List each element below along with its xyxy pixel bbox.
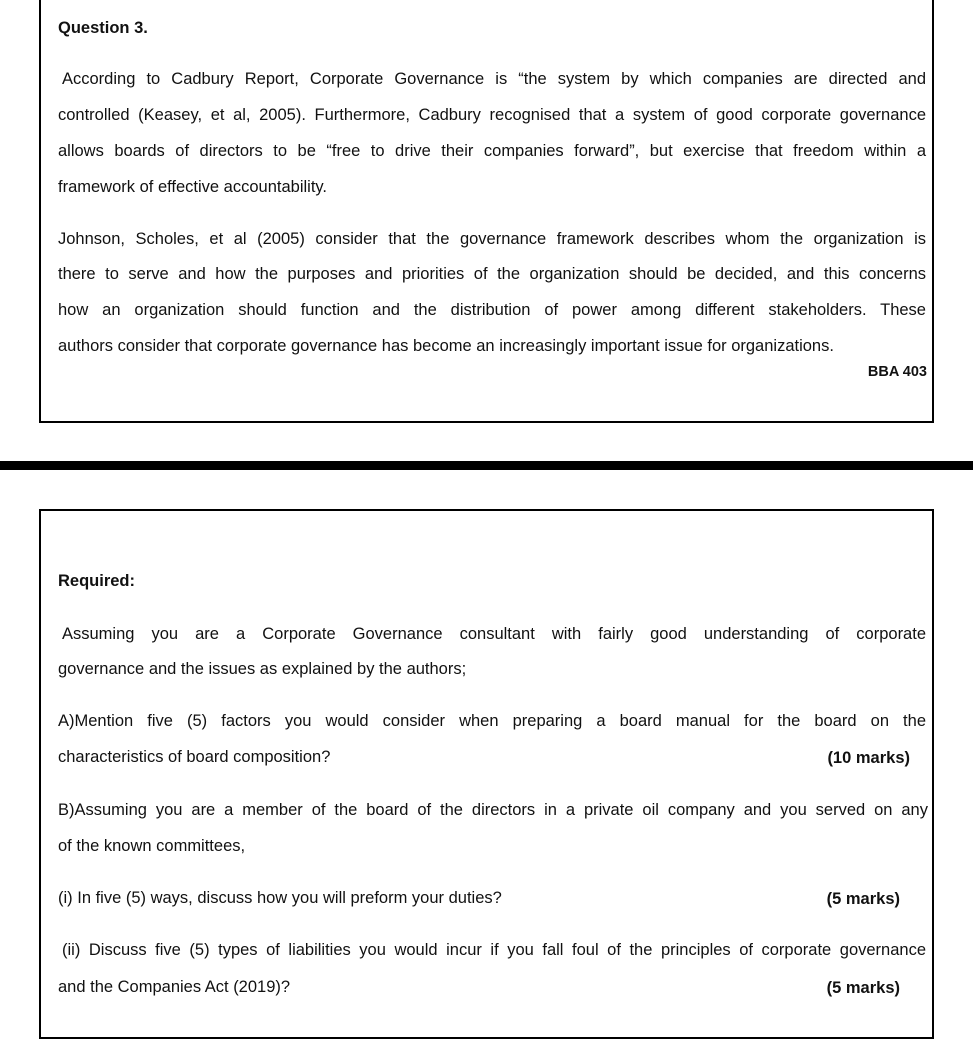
para2-line-3: how an organization should function and the distribution of power among different stakeholders. These	[58, 301, 926, 319]
para1-line-4: framework of effective accountability.	[58, 178, 328, 196]
part-b-line-1: B)Assuming you are a member of the board of the directors in a private oil company and you served on any	[58, 801, 928, 819]
question-box	[39, 0, 934, 423]
part-a-line-2: characteristics of board composition?	[58, 748, 331, 766]
part-b-i-marks: (5 marks)	[826, 890, 900, 908]
para1-line-1: According to Cadbury Report, Corporate Governance is “the system by which companies are directed and	[62, 70, 926, 88]
part-a-marks: (10 marks)	[827, 749, 910, 767]
part-b-i: (i) In five (5) ways, discuss how you will preform your duties?	[58, 889, 502, 907]
required-heading: Required:	[58, 572, 136, 590]
para1-line-3: allows boards of directors to be “free to drive their companies forward”, but exercise that freedom within a	[58, 142, 926, 160]
part-b-line-2: of the known committees,	[58, 837, 246, 855]
para1-line-2: controlled (Keasey, et al, 2005). Furthermore, Cadbury recognised that a system of good corporate governance	[58, 106, 926, 124]
part-b-ii-line-2: and the Companies Act (2019)?	[58, 978, 291, 996]
course-code: BBA 403	[867, 364, 927, 380]
part-b-ii-line-1: (ii) Discuss five (5) types of liabilities you would incur if you fall foul of the principles of corporate governance	[62, 941, 926, 959]
part-a-line-1: A)Mention five (5) factors you would consider when preparing a board manual for the board on the	[58, 712, 926, 730]
question-heading: Question 3.	[58, 19, 148, 37]
intro-line-1: Assuming you are a Corporate Governance consultant with fairly good understanding of corporate	[62, 625, 926, 643]
para2-line-4: authors consider that corporate governance has become an increasingly important issue for organizations.	[58, 337, 834, 355]
part-b-ii-marks: (5 marks)	[826, 979, 900, 997]
section-divider	[0, 461, 973, 470]
para2-line-1: Johnson, Scholes, et al (2005) consider that the governance framework describes whom the organization is	[58, 230, 926, 248]
intro-line-2: governance and the issues as explained by the authors;	[58, 660, 467, 678]
para2-line-2: there to serve and how the purposes and priorities of the organization should be decided, and this concerns	[58, 265, 926, 283]
